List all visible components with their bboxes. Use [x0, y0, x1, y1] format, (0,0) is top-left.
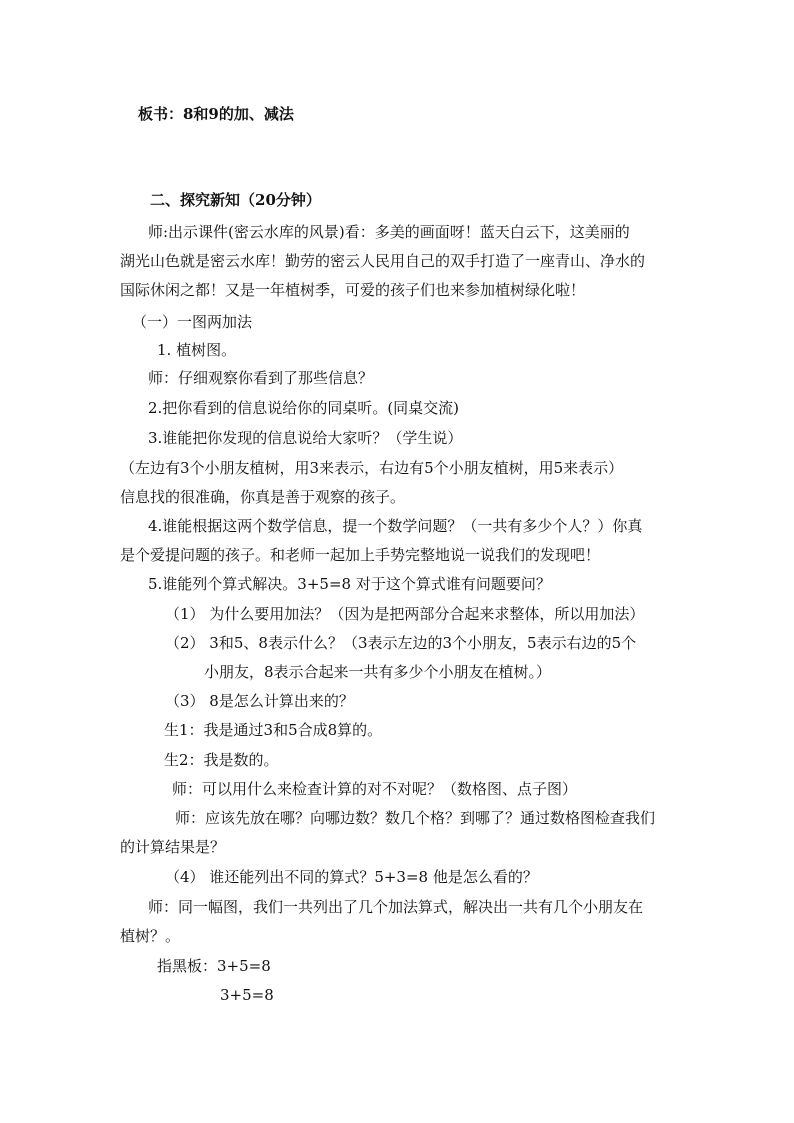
step-line: 的计算结果是？	[120, 838, 226, 856]
step-line: （左边有3个小朋友植树，用3来表示，右边有5个小朋友植树，用5来表示）	[120, 459, 624, 477]
step-line: 师：仔细观察你看到了那些信息？	[148, 369, 374, 387]
step-line: （4） 谁还能列出不同的算式？5+3=8 他是怎么看的？	[165, 868, 538, 886]
step-line: 生2：我是数的。	[164, 751, 279, 769]
subsection-title: （一）一图两加法	[132, 313, 253, 331]
step-line: 5.谁能列个算式解决。3+5=8 对于这个算式谁有问题要问？	[148, 575, 551, 593]
step-line: 3.谁能把你发现的信息说给大家听？（学生说）	[148, 429, 463, 447]
step-line: 师：应该先放在哪？向哪边数？数几个格？到哪了？通过数格图检查我们	[175, 809, 656, 827]
step-line: 师：同一幅图，我们一共列出了几个加法算式，解决出一共有几个小朋友在	[148, 898, 644, 916]
section-title: 二、探究新知（20分钟）	[150, 191, 321, 209]
step-line: 植树？。	[120, 927, 181, 945]
step-line: （3） 8是怎么计算出来的？	[165, 692, 354, 710]
paragraph-line: 师:出示课件(密云水库的风景)看：多美的画面呀！蓝天白云下，这美丽的	[148, 223, 630, 241]
board-equation: 3+5=8	[220, 986, 274, 1004]
step-line: 是个爱提问题的孩子。和老师一起加上手势完整地说一说我们的发现吧！	[120, 546, 601, 564]
step-line: （1） 为什么要用加法？（因为是把两部分合起来求整体，所以用加法）	[165, 605, 645, 623]
step-line: 2.把你看到的信息说给你的同桌听。(同桌交流)	[148, 399, 460, 417]
board-equation-label: 指黑板：3+5=8	[157, 957, 271, 975]
step-line: （2） 3和5、8表示什么？（3表示左边的3个小朋友，5表示右边的5个	[165, 634, 637, 652]
paragraph-line: 国际休闲之都！又是一年植树季，可爱的孩子们也来参加植树绿化啦！	[120, 281, 586, 299]
step-line: 1. 植树图。	[157, 341, 237, 359]
step-line: 生1：我是通过3和5合成8算的。	[164, 721, 383, 739]
step-line: 小朋友，8表示合起来一共有多少个小朋友在植树。）	[204, 663, 552, 681]
step-line: 4.谁能根据这两个数学信息，提一个数学问题？（一共有多少个人？）你真	[148, 517, 643, 535]
paragraph-line: 湖光山色就是密云水库！勤劳的密云人民用自己的双手打造了一座青山、净水的	[120, 252, 646, 270]
step-line: 信息找的很准确，你真是善于观察的孩子。	[120, 488, 406, 506]
board-title: 板书：8和9的加、减法	[138, 105, 294, 123]
step-line: 师：可以用什么来检查计算的对不对呢？（数格图、点子图）	[172, 780, 578, 798]
